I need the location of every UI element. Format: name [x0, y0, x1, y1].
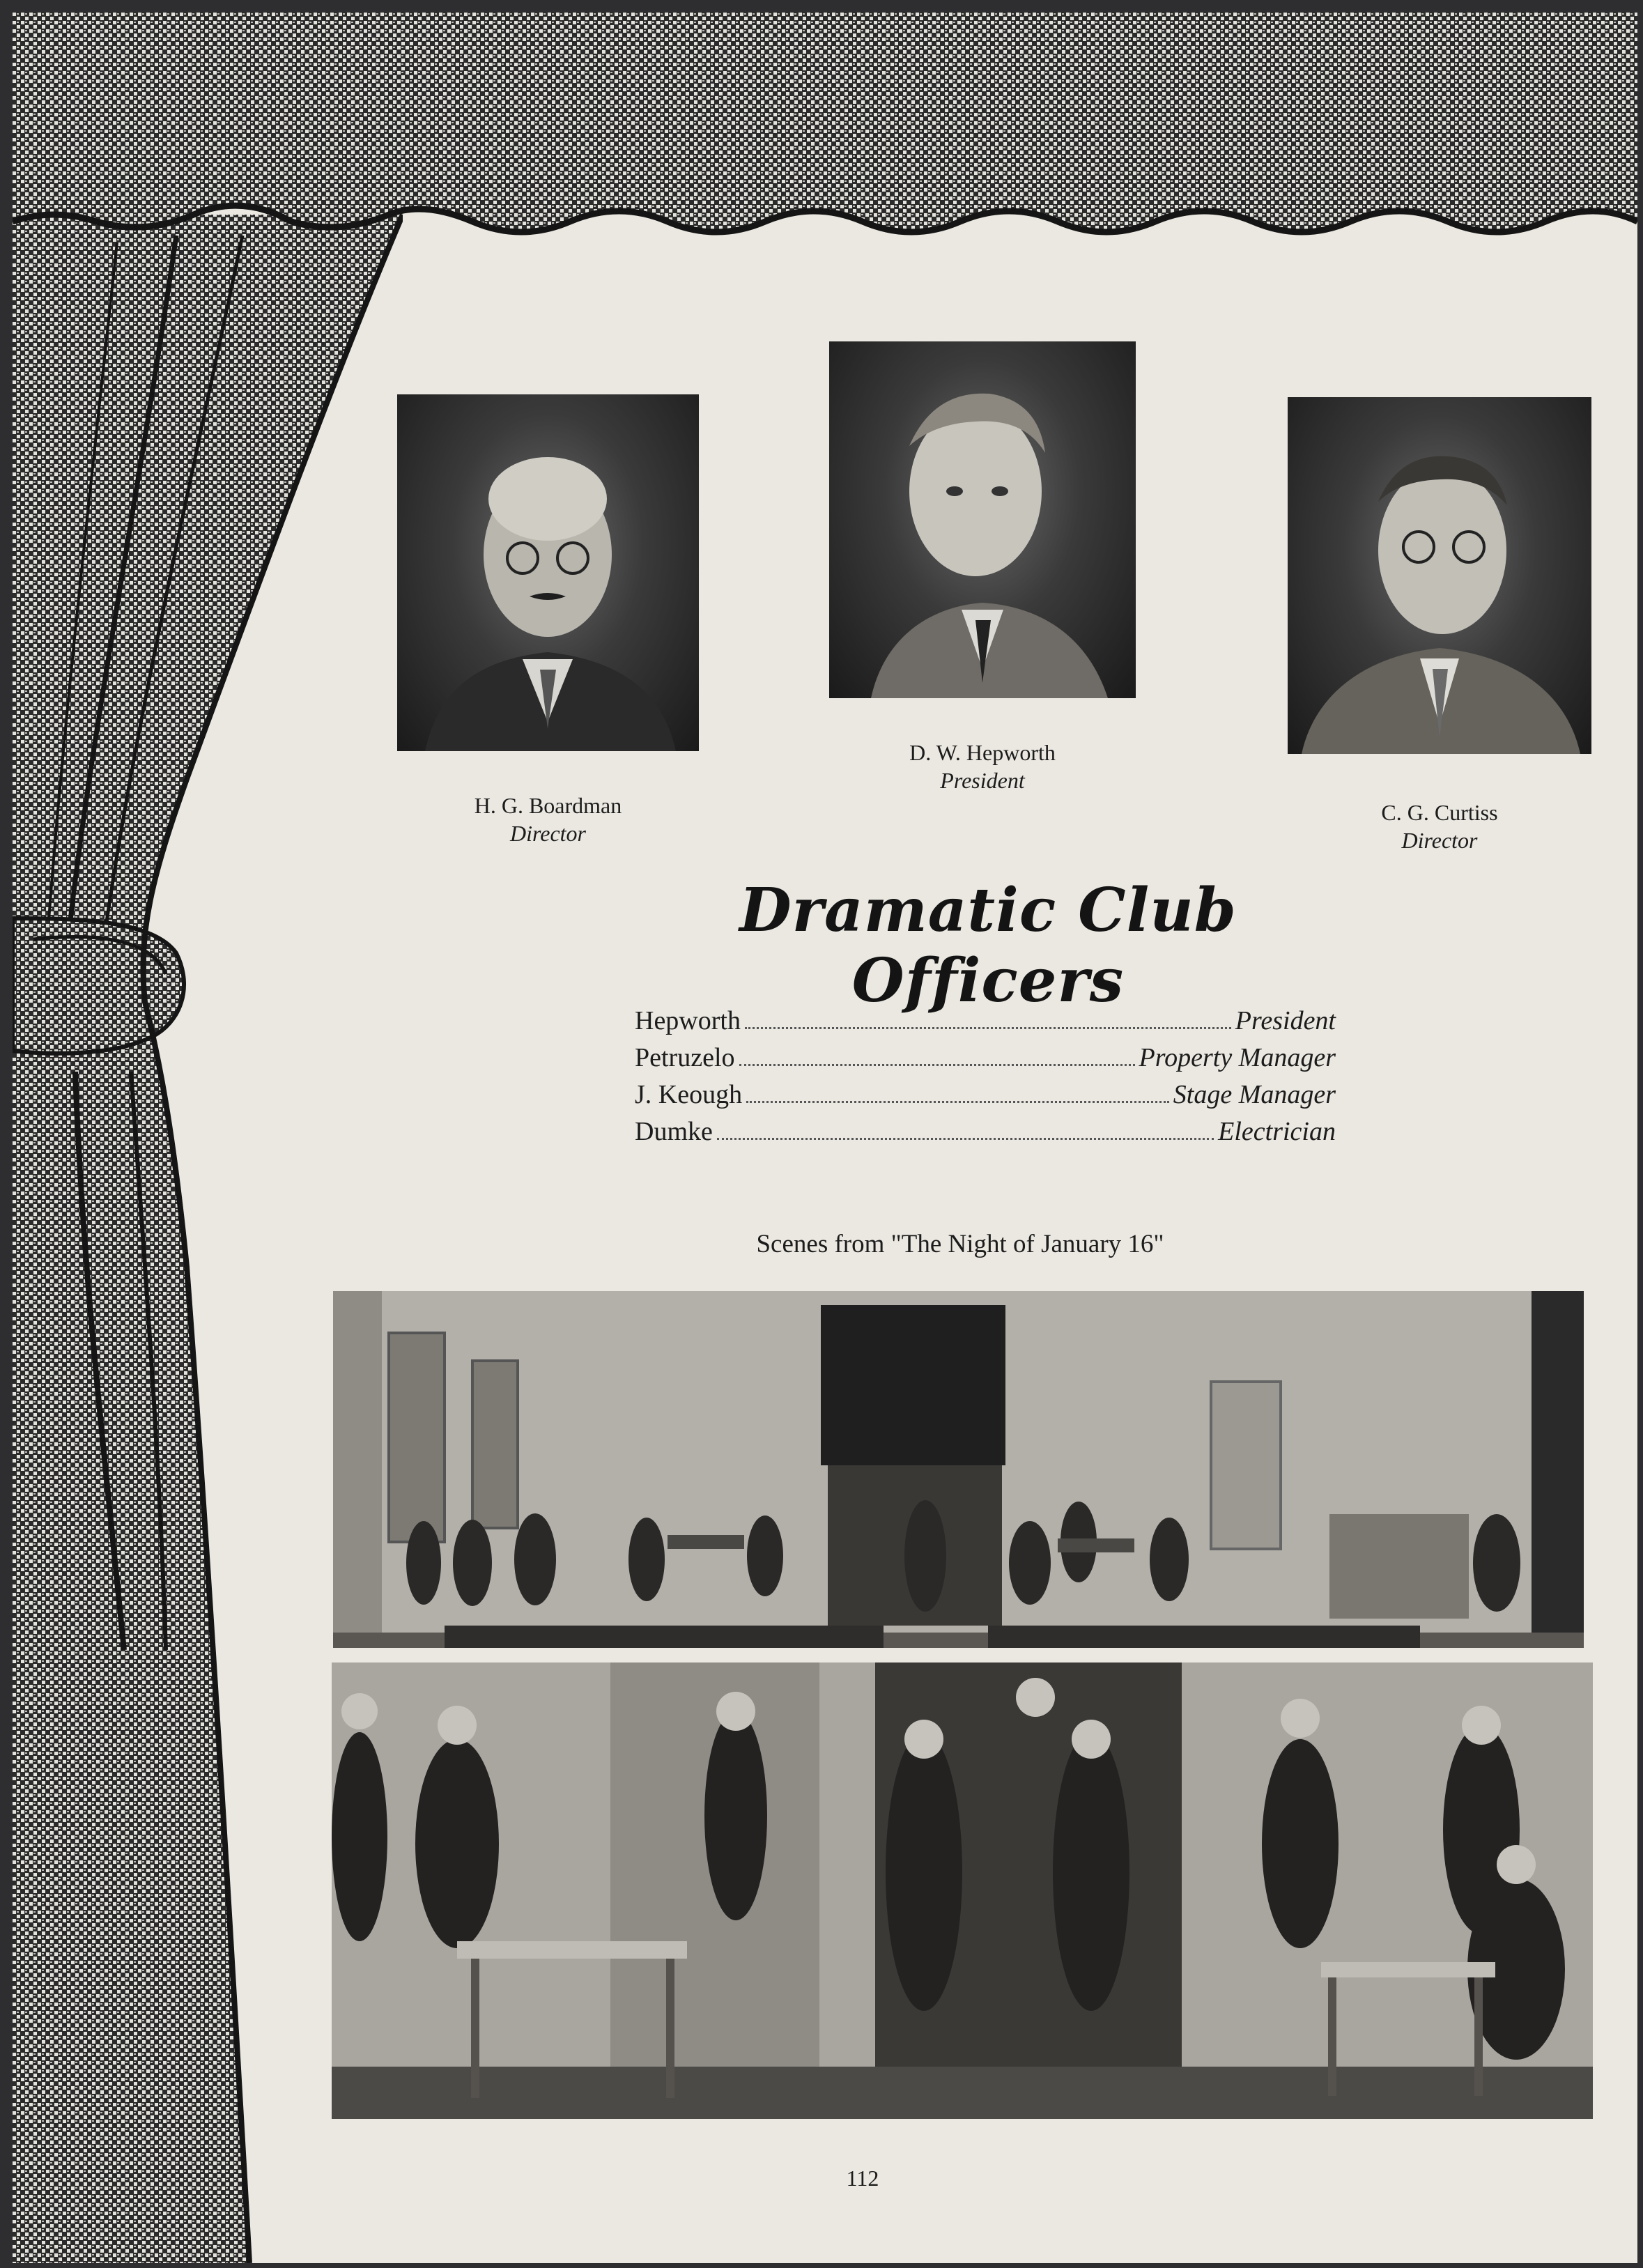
scene-photo-courtroom-wide: [333, 1291, 1584, 1648]
caption-curtiss: [1288, 799, 1591, 854]
portrait-name: C. G. Curtiss: [1381, 800, 1498, 825]
officer-position: President: [1235, 1006, 1336, 1035]
officer-position: Property Manager: [1139, 1043, 1336, 1072]
officer-row: [635, 1005, 1336, 1042]
portrait-hepworth: [829, 341, 1136, 698]
page-number: 112: [846, 2166, 879, 2191]
leader-dots: [745, 1008, 1231, 1029]
leader-dots: [746, 1081, 1169, 1103]
page-title: Dramatic Club Officers: [739, 875, 1237, 1016]
portrait-curtiss: [1288, 397, 1591, 754]
leader-dots: [739, 1044, 1135, 1066]
officers-list: [635, 1005, 1336, 1153]
officer-position: Stage Manager: [1173, 1080, 1336, 1109]
leader-dots: [717, 1118, 1214, 1140]
portrait-role: Director: [509, 821, 586, 846]
officer-name: J. Keough: [635, 1080, 743, 1109]
caption-boardman: [397, 792, 699, 847]
curtain-valance: [13, 13, 1637, 249]
portrait-role: Director: [1401, 828, 1478, 853]
portrait-role: President: [940, 768, 1025, 793]
officer-name: Dumke: [635, 1117, 713, 1146]
scenes-caption: Scenes from "The Night of January 16": [756, 1230, 1164, 1258]
officer-name: Hepworth: [635, 1006, 741, 1035]
portrait-name: D. W. Hepworth: [909, 740, 1056, 765]
scene-photo-courtroom-close: [332, 1663, 1593, 2119]
officer-row: [635, 1042, 1336, 1079]
officer-position: Electrician: [1218, 1117, 1336, 1146]
portrait-name: H. G. Boardman: [474, 793, 622, 818]
caption-hepworth: [829, 739, 1136, 794]
officer-name: Petruzelo: [635, 1043, 735, 1072]
officer-row: [635, 1079, 1336, 1116]
yearbook-page: [13, 13, 1637, 2263]
portrait-boardman: [397, 394, 699, 751]
officer-row: [635, 1116, 1336, 1153]
